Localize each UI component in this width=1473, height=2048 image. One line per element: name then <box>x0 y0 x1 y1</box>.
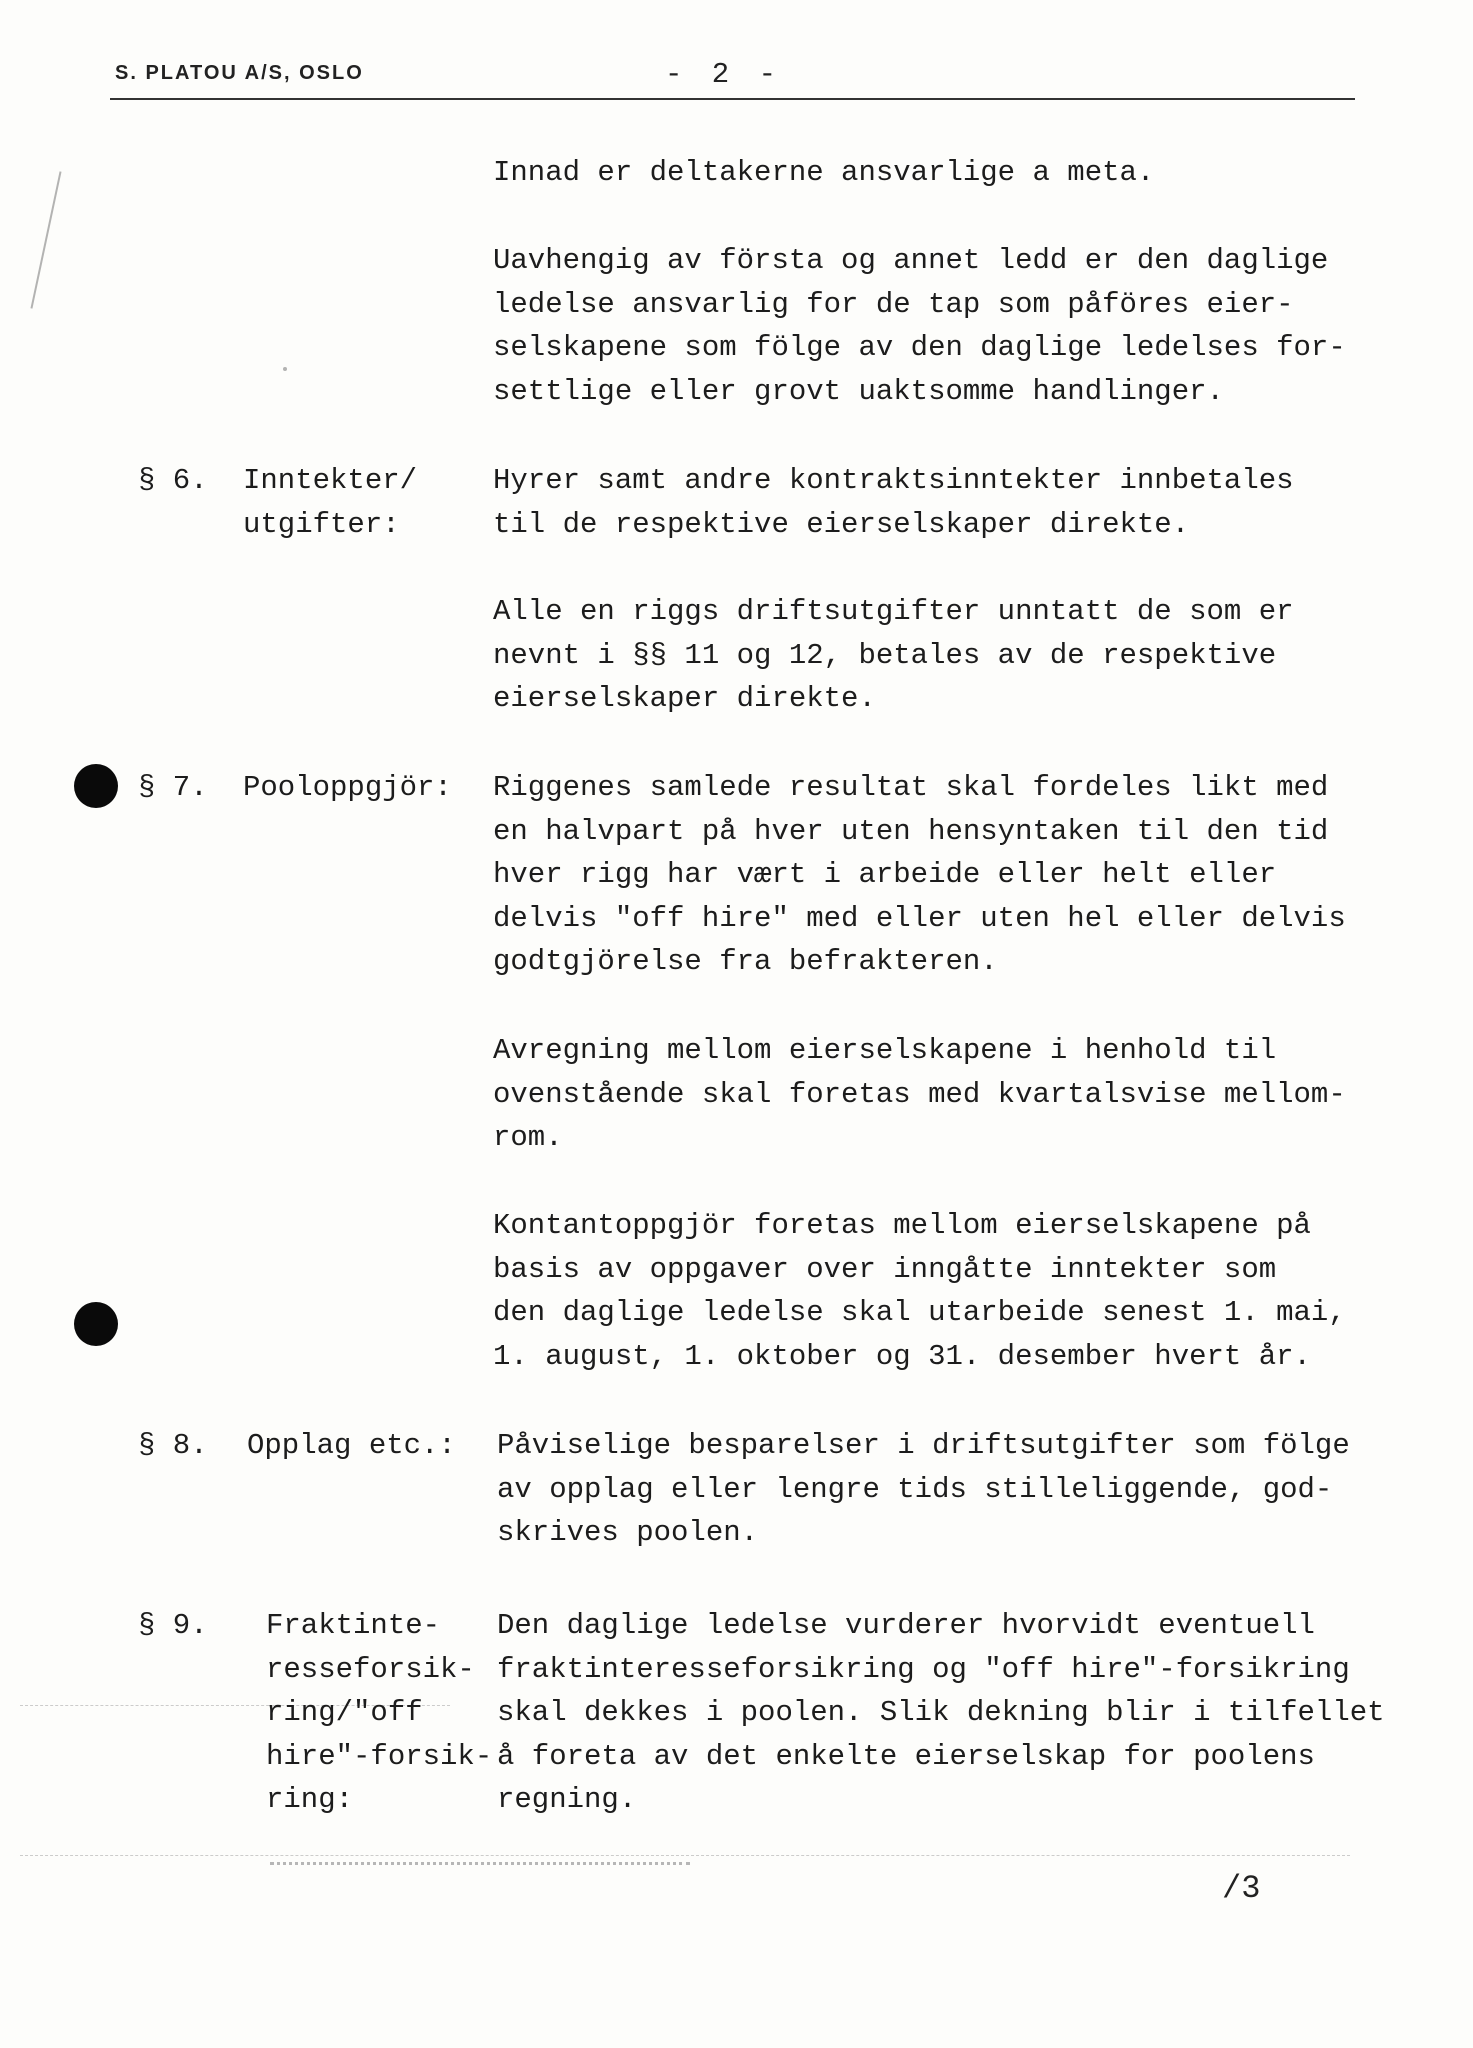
punch-hole-top <box>74 764 118 808</box>
section-8-paragraph-1 <box>497 1424 1457 1555</box>
continuation-marker: /3 <box>1222 1870 1261 1907</box>
text-line: eierselskaper direkte. <box>493 682 876 715</box>
text-line: av opplag eller lengre tids stilleliggende, god- <box>497 1472 1333 1506</box>
page-number: - 2 - <box>665 58 783 91</box>
text-line: Hyrer samt andre kontraktsinntekter innbetales <box>493 464 1294 497</box>
intro-paragraph-2 <box>493 239 1453 413</box>
heading-line: ring: <box>266 1783 354 1816</box>
text-line: settlige eller grovt uaktsomme handlinger. <box>493 374 1224 408</box>
heading-line: utgifter: <box>243 507 400 541</box>
text-line: å foreta av det enkelte eierselskap for poolens <box>497 1739 1315 1773</box>
section-8-heading <box>247 1424 456 1468</box>
text-line: fraktinteresseforsikring og "off hire"-forsikring <box>497 1652 1350 1686</box>
heading-line: ring/"off <box>266 1696 423 1729</box>
text-line: regning. <box>497 1783 637 1816</box>
text-line: Innad er deltakerne ansvarlige a meta. <box>493 156 1155 189</box>
text-line: ledelse ansvarlig for de tap som påföres eier- <box>493 287 1294 321</box>
text-line: ovenstående skal foretas med kvartalsvise mellom- <box>493 1077 1346 1111</box>
text-line: rom. <box>493 1121 563 1154</box>
heading-line: resseforsik- <box>266 1652 475 1686</box>
text-line: nevnt i §§ 11 og 12, betales av de respektive <box>493 638 1277 672</box>
section-7-paragraph-2 <box>493 1029 1453 1160</box>
scan-mark-left <box>30 171 61 308</box>
text-line: Uavhengig av första og annet ledd er den daglige <box>493 244 1329 277</box>
heading-line: Pooloppgjör: <box>243 771 452 804</box>
section-6-paragraph-1 <box>493 459 1453 546</box>
punch-hole-bottom <box>74 1302 118 1346</box>
text-line: basis av oppgaver over inngåtte inntekter som <box>493 1252 1277 1286</box>
text-line: til de respektive eierselskaper direkte. <box>493 507 1190 541</box>
text-line: Avregning mellom eierselskapene i henhold til <box>493 1034 1277 1067</box>
section-9-number: § 9. <box>138 1609 208 1642</box>
letterhead-company: S. PLATOU A/S, OSLO <box>115 62 364 84</box>
scan-mark-dot <box>283 367 287 371</box>
section-7-paragraph-1 <box>493 766 1453 984</box>
section-7-heading <box>243 766 452 810</box>
section-6-heading <box>243 459 417 546</box>
scan-line-2 <box>20 1855 1350 1856</box>
section-6-number: § 6. <box>138 464 208 497</box>
heading-line: Opplag etc.: <box>247 1429 456 1462</box>
section-7-paragraph-3 <box>493 1204 1453 1378</box>
section-9-paragraph-1 <box>497 1604 1457 1822</box>
section-6-paragraph-2 <box>493 590 1453 721</box>
intro-paragraph-1 <box>493 151 1453 195</box>
header-rule <box>110 98 1355 100</box>
text-line: godtgjörelse fra befrakteren. <box>493 945 998 978</box>
heading-line: Fraktinte- <box>266 1609 441 1642</box>
heading-line: Inntekter/ <box>243 464 418 497</box>
section-7-number: § 7. <box>138 771 208 804</box>
text-line: selskapene som fölge av den daglige ledelses for- <box>493 331 1346 364</box>
text-line: Den daglige ledelse vurderer hvorvidt eventuell <box>497 1609 1315 1642</box>
text-line: Kontantoppgjör foretas mellom eierselskapene på <box>493 1209 1311 1242</box>
text-line: delvis "off hire" med eller uten hel eller delvis <box>493 901 1346 935</box>
text-line: en halvpart på hver uten hensyntaken til den tid <box>493 814 1329 848</box>
text-line: Riggenes samlede resultat skal fordeles likt med <box>493 771 1329 804</box>
section-9-heading <box>266 1604 492 1822</box>
text-line: Påviselige besparelser i driftsutgifter som fölge <box>497 1429 1350 1462</box>
text-line: skrives poolen. <box>497 1516 759 1549</box>
scan-line-3 <box>270 1862 690 1865</box>
heading-line: hire"-forsik- <box>266 1739 493 1773</box>
text-line: den daglige ledelse skal utarbeide senest 1. mai, <box>493 1296 1346 1329</box>
section-8-number: § 8. <box>138 1429 208 1462</box>
text-line: 1. august, 1. oktober og 31. desember hvert år. <box>493 1339 1311 1373</box>
text-line: Alle en riggs driftsutgifter unntatt de som er <box>493 595 1294 628</box>
text-line: skal dekkes i poolen. Slik dekning blir i tilfellet <box>497 1696 1385 1729</box>
text-line: hver rigg har vært i arbeide eller helt eller <box>493 858 1277 891</box>
